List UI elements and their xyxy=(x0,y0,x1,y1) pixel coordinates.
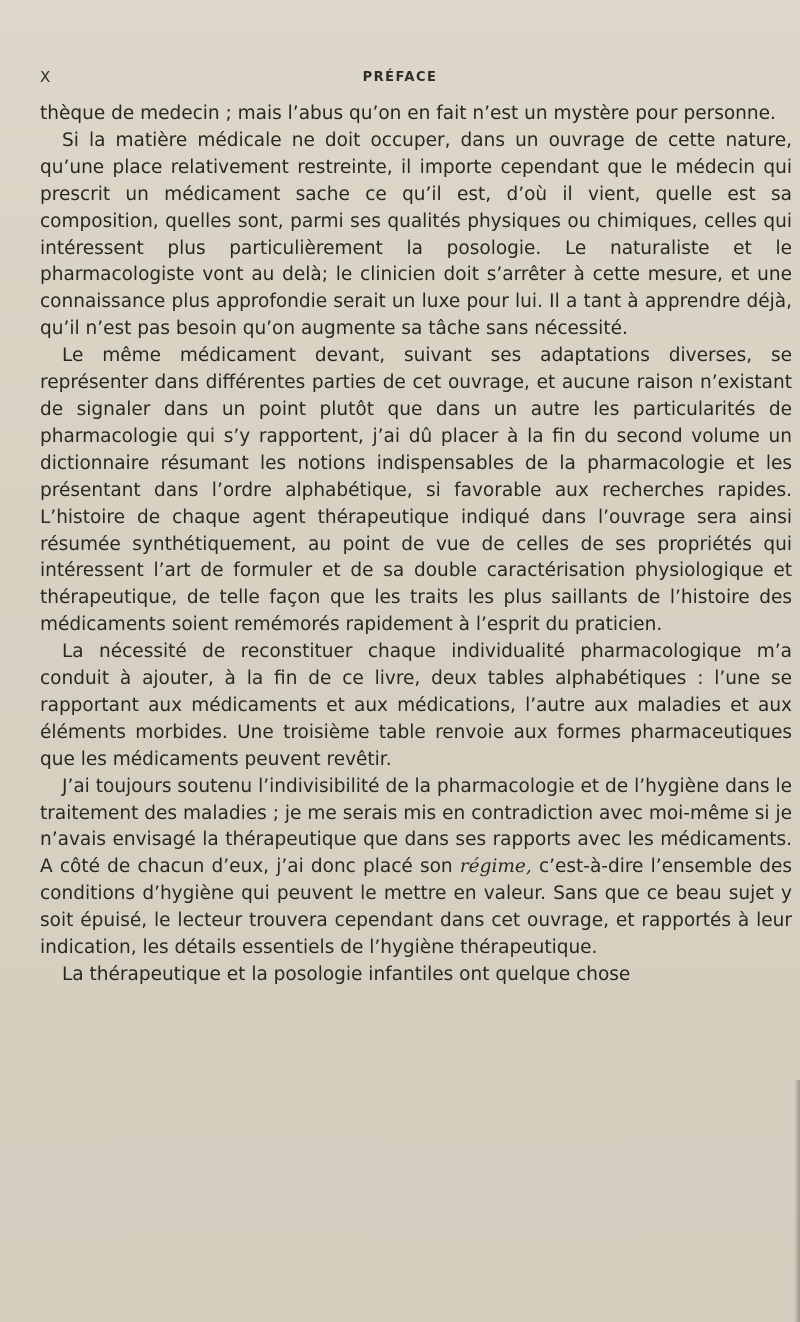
paragraph-materia-medica: Si la matière médicale ne doit occuper, dans un ouvrage de cette nature, qu’une place relativement restreinte, il importe cependant que le médecin qui prescrit un médicament sache ce qu’il est, d’où il vient, quelle est sa composition, quelles sont, parmi ses qualités physiques ou chimiques, celles qui intéressent plus particulièrement la posologie. Le naturaliste et le pharmacologiste vont au delà; le clinicien doit s’arrêter à cette mesure, et une connaissance plus approfondie serait un luxe pour lui. Il a tant à apprendre déjà, qu’il n’est pas besoin qu’on augmente sa tâche sans nécessité. xyxy=(40,129,792,340)
paragraph-hygiene xyxy=(40,774,792,962)
paragraph-pediatric: La thérapeutique et la posologie infantiles ont quelque chose xyxy=(62,964,631,985)
paragraph-tables: La nécessité de reconstituer chaque individualité pharmacologique m’a conduit à ajouter, à la fin de ce livre, deux tables alphabétiques : l’une se rapportant aux médicaments et aux médications, l’autre aux maladies et aux éléments morbides. Une troisième table renvoie aux formes pharmaceutiques que les médicaments peuvent revêtir. xyxy=(40,641,792,770)
paragraph-continuation: thèque de medecin ; mais l’abus qu’on en fait n’est un mystère pour personne. xyxy=(40,103,776,124)
hygiene-text-after: c’est-à-dire l’ensemble des conditions d’hygiène qui peuvent le mettre en valeur. Sans que ce beau sujet y soit épuisé, le lecteur trouvera cependant dans cet ouvrage, et rapportés à leur indication, les détails essentiels de l’hygiène thérapeutique. xyxy=(40,856,792,959)
running-head xyxy=(0,68,800,92)
page-number: X xyxy=(40,68,52,86)
hygiene-text-before: J’ai toujours soutenu l’indivisibilité de la pharmacologie et de l’hygiène dans le traitement des maladies ; je me serais mis en contradiction avec moi-même si je n’avais envisagé la thérapeutique que dans ses rapports avec les médicaments. A côté de chacun d’eux, j’ai donc placé son xyxy=(40,775,792,878)
page-edge-shadow xyxy=(794,1080,800,1322)
hygiene-emphasis: régime, xyxy=(459,856,532,878)
body-text xyxy=(40,101,792,989)
running-title: PRÉFACE xyxy=(362,70,438,85)
paragraph-dictionary: Le même médicament devant, suivant ses adaptations diverses, se représenter dans différentes parties de cet ouvrage, et aucune raison n’existant de signaler dans un point plutôt que dans un autre les particularités de pharmacologie qui s’y rapportent, j’ai dû placer à la fin du second volume un dictionnaire résumant les notions indispensables de la pharmacologie et les présentant dans l’ordre alphabétique, si favorable aux recherches rapides. L’histoire de chaque agent thérapeutique indiqué dans l’ouvrage sera ainsi résumée synthétiquement, au point de vue de celles de ses propriétés qui intéressent l’art de formuler et de sa double caractérisation physiologique et thérapeutique, de telle façon que les traits les plus saillants de l’histoire des médicaments soient remémorés rapidement à l’esprit du praticien. xyxy=(40,345,792,636)
